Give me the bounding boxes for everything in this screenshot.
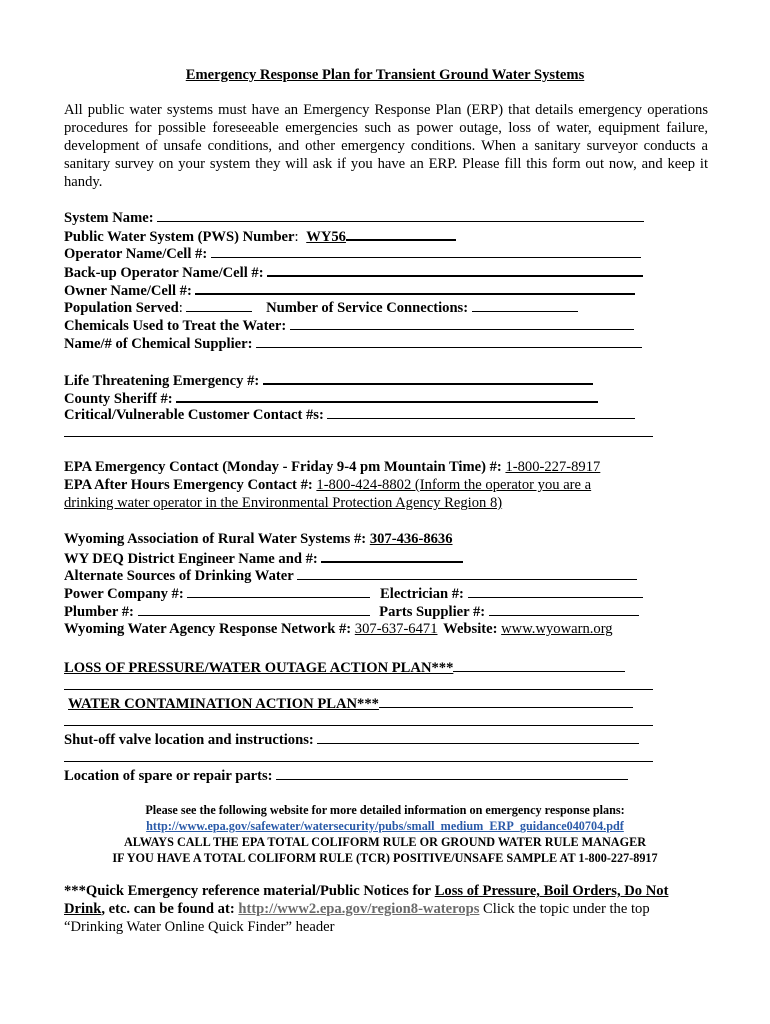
- owner-label: Owner Name/Cell #:: [64, 283, 192, 299]
- life-threatening-field[interactable]: [263, 370, 593, 385]
- erp-guidance-link[interactable]: http://www.epa.gov/safewater/watersecurity/pubs/small_medium_ERP_guidance040704.pdf: [146, 819, 624, 833]
- chemical-supplier-field[interactable]: [256, 334, 642, 348]
- shutoff-field[interactable]: [317, 730, 639, 744]
- wyowarn-number[interactable]: 307-637-6471: [354, 621, 438, 637]
- alternate-sources-row: [64, 566, 637, 584]
- sheriff-row: [64, 388, 598, 406]
- deq-field[interactable]: [321, 548, 463, 563]
- chemicals-label: Chemicals Used to Treat the Water:: [64, 318, 287, 334]
- quick-reference-suffix: Click the topic under the top “Drinking Water Online Quick Finder” header: [64, 901, 650, 935]
- chemicals-row: [64, 316, 634, 334]
- pws-row: [64, 226, 456, 244]
- power-company-field[interactable]: [187, 584, 370, 598]
- spare-parts-field[interactable]: [276, 766, 628, 780]
- epa-emergency-label: EPA Emergency Contact (Monday - Friday 9-4 pm Mountain Time) #:: [64, 459, 502, 475]
- warws-label: Wyoming Association of Rural Water Systems #:: [64, 531, 367, 547]
- backup-operator-row: [64, 262, 643, 280]
- life-threatening-row: [64, 370, 593, 388]
- contamination-field[interactable]: [379, 694, 633, 708]
- quick-reference-topics: Loss of Pressure, Boil Orders, Do Not Drink: [64, 883, 669, 917]
- quick-reference-paragraph: [64, 882, 704, 936]
- loss-of-pressure-extra-line[interactable]: [64, 689, 653, 690]
- deq-row: [64, 548, 463, 566]
- system-name-label: System Name:: [64, 210, 154, 226]
- chemical-supplier-label: Name/# of Chemical Supplier:: [64, 336, 253, 352]
- sheriff-label: County Sheriff #:: [64, 391, 173, 407]
- operator-field[interactable]: [211, 244, 641, 258]
- epa-emergency-number[interactable]: 1-800-227-8917: [505, 459, 601, 475]
- population-field[interactable]: [186, 298, 252, 312]
- pws-field[interactable]: [346, 226, 456, 241]
- epa-emergency-row: [64, 458, 600, 476]
- pws-value: WY56: [306, 229, 346, 245]
- contamination-extra-line[interactable]: [64, 725, 653, 726]
- operator-label: Operator Name/Cell #:: [64, 246, 208, 262]
- plumber-label: Plumber #:: [64, 604, 134, 620]
- wyowarn-label: Wyoming Water Agency Response Network #:: [64, 621, 352, 637]
- shutoff-row: [64, 730, 639, 748]
- population-row: [64, 298, 578, 316]
- chemical-supplier-row: [64, 334, 642, 352]
- backup-operator-field[interactable]: [267, 262, 643, 277]
- power-company-label: Power Company #:: [64, 586, 184, 602]
- chemicals-field[interactable]: [290, 316, 634, 330]
- connections-field[interactable]: [472, 298, 578, 312]
- power-electrician-row: [64, 584, 643, 602]
- epa-after-hours-label: EPA After Hours Emergency Contact #:: [64, 477, 313, 493]
- page-title: Emergency Response Plan for Transient Ground Water Systems: [185, 67, 585, 83]
- population-label: Population Served: [64, 300, 179, 316]
- critical-customer-field[interactable]: [327, 405, 635, 419]
- website-label: Website:: [443, 621, 498, 637]
- alternate-sources-label: Alternate Sources of Drinking Water: [64, 568, 294, 584]
- loss-of-pressure-field[interactable]: [453, 658, 625, 672]
- quick-reference-prefix: ***Quick Emergency reference material/Public Notices for: [64, 883, 432, 899]
- owner-row: [64, 280, 635, 298]
- region8-waterops-link[interactable]: http://www2.epa.gov/region8-waterops: [238, 901, 480, 917]
- spare-parts-row: [64, 766, 628, 784]
- connections-label: Number of Service Connections:: [266, 300, 469, 316]
- pws-label: Public Water System (PWS) Number: [64, 229, 295, 245]
- epa-after-hours-row: [64, 476, 591, 494]
- population-colon: :: [178, 300, 183, 316]
- website-link[interactable]: www.wyowarn.org: [501, 621, 613, 637]
- deq-label: WY DEQ District Engineer Name and #:: [64, 551, 318, 567]
- warws-row: [64, 530, 453, 548]
- life-threatening-label: Life Threatening Emergency #:: [64, 373, 260, 389]
- notice-line-4: IF YOU HAVE A TOTAL COLIFORM RULE (TCR) POSITIVE/UNSAFE SAMPLE AT 1-800-227-8917: [112, 851, 658, 865]
- contamination-row: [64, 694, 633, 712]
- system-name-row: [64, 208, 644, 226]
- alternate-sources-field[interactable]: [297, 566, 637, 580]
- epa-after-hours-continued[interactable]: drinking water operator in the Environmental Protection Agency Region 8): [64, 495, 503, 511]
- critical-customer-label: Critical/Vulnerable Customer Contact #s:: [64, 407, 324, 423]
- contamination-heading: WATER CONTAMINATION ACTION PLAN***: [68, 696, 379, 712]
- system-name-field[interactable]: [157, 208, 644, 222]
- wyowarn-row: [64, 620, 613, 638]
- spare-parts-label: Location of spare or repair parts:: [64, 768, 273, 784]
- plumber-parts-row: [64, 602, 639, 620]
- sheriff-field[interactable]: [176, 388, 598, 403]
- critical-customer-row: [64, 405, 635, 423]
- electrician-label: Electrician #:: [380, 586, 464, 602]
- notice-line-3: ALWAYS CALL THE EPA TOTAL COLIFORM RULE OR GROUND WATER RULE MANAGER: [123, 835, 646, 849]
- owner-field[interactable]: [195, 280, 635, 295]
- critical-customer-extra-line[interactable]: [64, 436, 653, 437]
- shutoff-label: Shut-off valve location and instructions:: [64, 732, 314, 748]
- shutoff-extra-line[interactable]: [64, 761, 653, 762]
- backup-operator-label: Back-up Operator Name/Cell #:: [64, 265, 264, 281]
- notice-url-row: [0, 818, 770, 834]
- loss-of-pressure-heading: LOSS OF PRESSURE/WATER OUTAGE ACTION PLAN***: [64, 660, 454, 676]
- quick-reference-middle: , etc. can be found at:: [101, 901, 235, 917]
- intro-paragraph: All public water systems must have an Emergency Response Plan (ERP) that details emergency operations procedures for possible foreseeable emergencies such as power outage, loss of water, equipment failure, development of unsafe conditions, and other emergency conditions. When a sanitary surveyor conducts a sanitary survey on your system they will ask if you have an ERP. Please fill this form out now, and keep it handy.: [64, 102, 708, 190]
- parts-supplier-field[interactable]: [489, 602, 639, 616]
- notice-line-1: Please see the following website for more detailed information on emergency response plans:: [145, 803, 625, 817]
- parts-supplier-label: Parts Supplier #:: [379, 604, 486, 620]
- warws-number[interactable]: 307-436-8636: [369, 531, 453, 547]
- pws-colon: :: [294, 229, 299, 245]
- epa-after-hours-number[interactable]: 1-800-424-8802 (Inform the operator you are a: [316, 477, 592, 493]
- operator-row: [64, 244, 641, 262]
- electrician-field[interactable]: [468, 584, 643, 598]
- loss-of-pressure-row: [64, 658, 625, 676]
- plumber-field[interactable]: [138, 602, 370, 616]
